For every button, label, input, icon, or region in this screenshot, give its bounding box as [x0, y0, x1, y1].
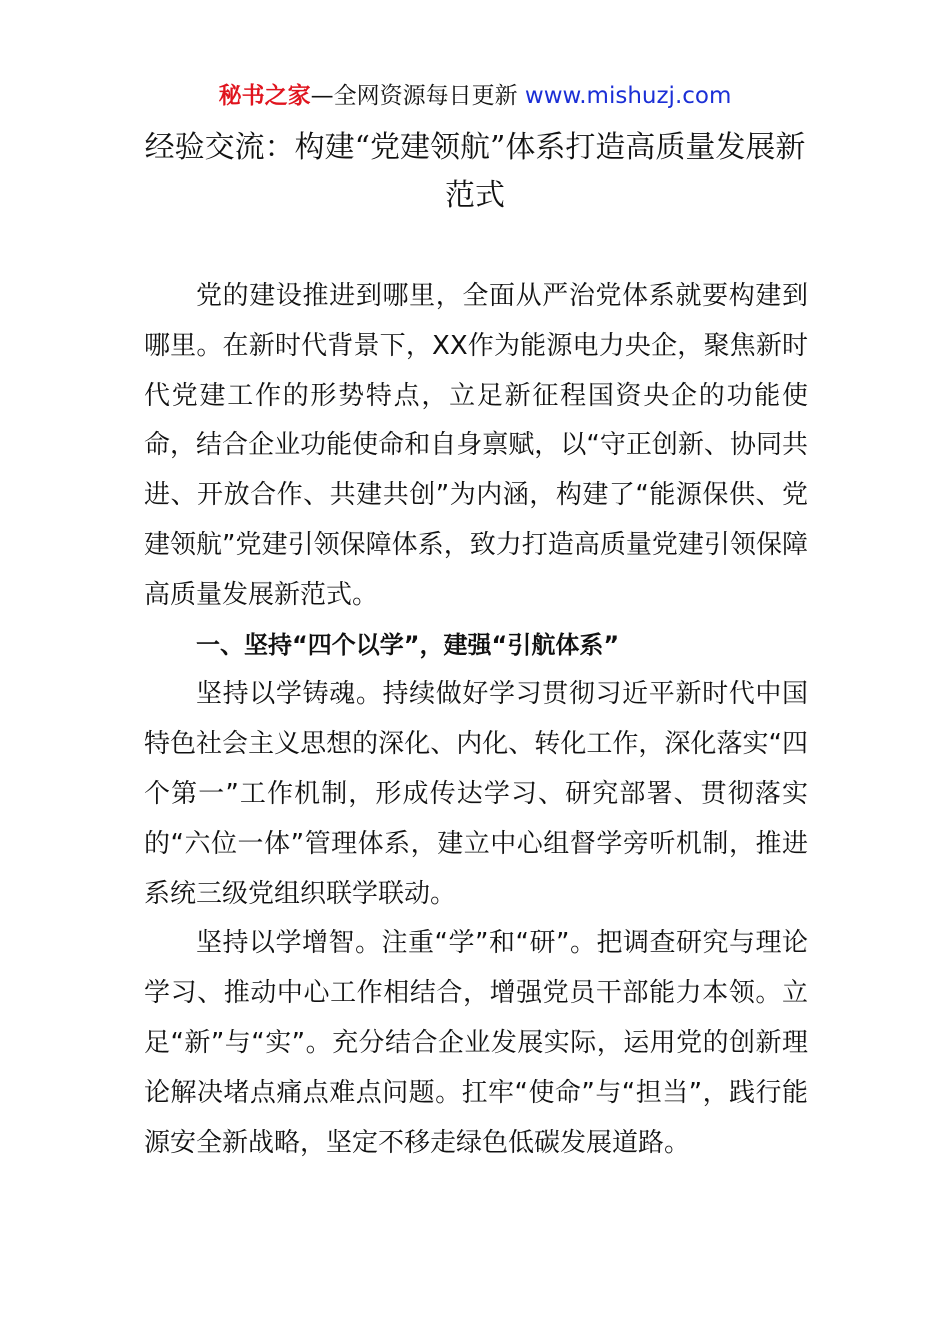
document-title: 经验交流：构建“党建领航”体系打造高质量发展新范式: [144, 130, 806, 213]
section-heading-1: 一、坚持“四个以学”，建强“引航体系”: [196, 630, 620, 659]
header-tagline: —全网资源每日更新: [310, 83, 518, 109]
section-1-paragraph-2: 坚持以学增智。注重“学”和“研”。把调查研究与理论学习、推动中心工作相结合，增强党员干部能力本领。立足“新”与“实”。充分结合企业发展实际，运用党的创新理论解决堵点痛点难点问题。扛牢“使命”与“担当”，践行能源安全新战略，坚定不移走绿色低碳发展道路。: [144, 928, 808, 1158]
brand-name: 秘书之家: [218, 83, 311, 109]
document-body: [144, 272, 808, 1168]
intro-paragraph: 党的建设推进到哪里，全面从严治党体系就要构建到哪里。在新时代背景下，XX作为能源电力央企，聚焦新时代党建工作的形势特点，立足新征程国资央企的功能使命，结合企业功能使命和自身禀赋，以“守正创新、协同共进、开放合作、共建共创”为内涵，构建了“能源保供、党建领航”党建引领保障体系，致力打造高质量党建引领保障高质量发展新范式。: [144, 281, 808, 610]
section-1-paragraph-1: 坚持以学铸魂。持续做好学习贯彻习近平新时代中国特色社会主义思想的深化、内化、转化工作，深化落实“四个第一”工作机制，形成传达学习、研究部署、贯彻落实的“六位一体”管理体系，建立中心组督学旁听机制，推进系统三级党组织联学联动。: [144, 679, 808, 909]
site-header-banner: [0, 80, 950, 112]
site-url-link[interactable]: www.mishuzj.com: [524, 83, 732, 109]
